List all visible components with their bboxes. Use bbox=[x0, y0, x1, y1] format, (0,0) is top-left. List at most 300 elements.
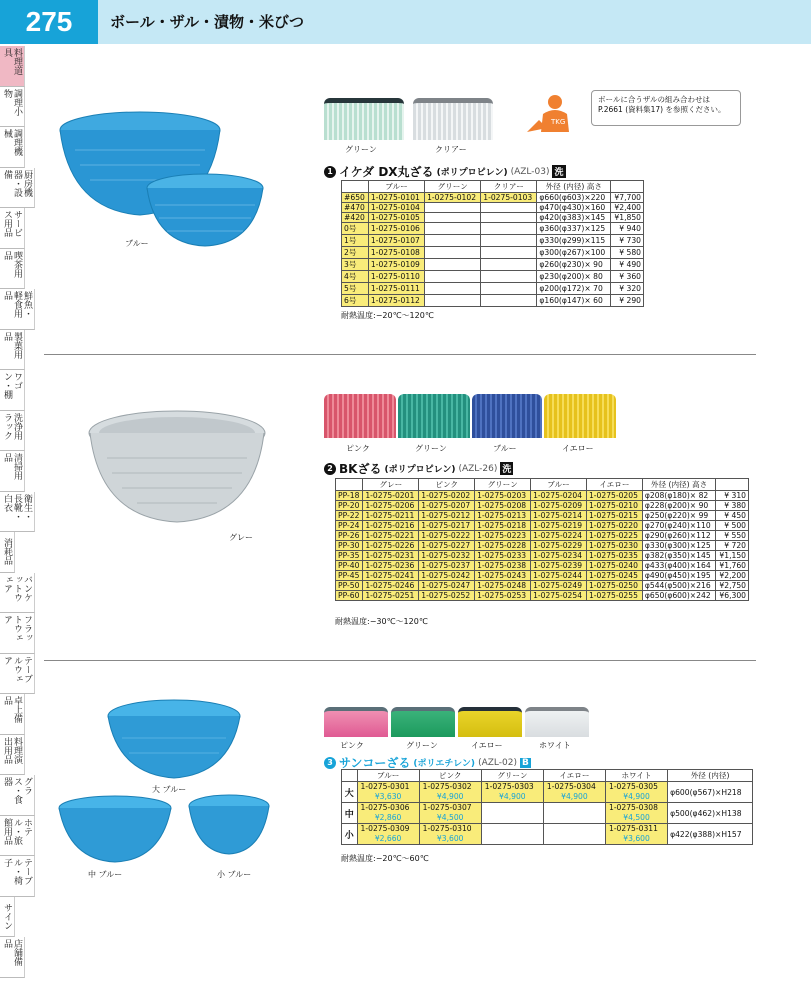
spec-cell: φ660(φ603)×220 bbox=[537, 193, 611, 203]
code-cell bbox=[357, 824, 419, 845]
size-cell: 5号 bbox=[342, 283, 369, 295]
code-cell bbox=[481, 283, 537, 295]
code-cell: 1-0275-0106 bbox=[368, 223, 424, 235]
price-table bbox=[341, 180, 644, 307]
size-cell: 中 bbox=[342, 803, 358, 824]
spec-cell: φ433(φ400)×164 bbox=[642, 561, 715, 571]
code-cell: 1-0275-0201 bbox=[363, 491, 419, 501]
table-row bbox=[336, 501, 749, 511]
code-cell: 1-0275-0222 bbox=[419, 531, 475, 541]
code-cell: 1-0275-0221 bbox=[363, 531, 419, 541]
photo-caption: 小 ブルー bbox=[217, 870, 252, 879]
spec-cell: φ208(φ180)× 82 bbox=[642, 491, 715, 501]
swatch-label: ブルー bbox=[493, 444, 517, 453]
heat-note: 耐熱温度:−20℃〜120℃ bbox=[341, 311, 434, 320]
code-cell bbox=[605, 782, 667, 803]
size-cell: PP-30 bbox=[336, 541, 363, 551]
code-cell: 1-0275-0217 bbox=[419, 521, 475, 531]
section-number: 3 bbox=[324, 757, 336, 769]
code-cell: 1-0275-0233 bbox=[475, 551, 531, 561]
swatch-clear bbox=[413, 98, 493, 140]
price-cell: ¥ 550 bbox=[716, 531, 749, 541]
code-cell bbox=[425, 223, 481, 235]
column-header: ピンク bbox=[419, 479, 475, 491]
item-price: ¥2,860 bbox=[374, 813, 402, 822]
swatch-yellow bbox=[458, 707, 522, 737]
swatch-green bbox=[391, 707, 455, 737]
code-cell: 1-0275-0109 bbox=[368, 259, 424, 271]
item-code: 1-0275-0303 bbox=[484, 782, 534, 791]
code-cell: 1-0275-0218 bbox=[475, 521, 531, 531]
product-code: (AZL-26) bbox=[458, 463, 498, 474]
material: (ポリプロピレン) bbox=[384, 465, 456, 475]
spec-cell: φ600(φ567)×H218 bbox=[668, 782, 753, 803]
swatch-label: クリアー bbox=[435, 145, 467, 154]
code-cell: 1-0275-0110 bbox=[368, 271, 424, 283]
spec-cell: φ422(φ388)×H157 bbox=[668, 824, 753, 845]
column-header: グリーン bbox=[475, 479, 531, 491]
code-cell bbox=[357, 803, 419, 824]
code-cell: 1-0275-0104 bbox=[368, 203, 424, 213]
column-header: グリーン bbox=[481, 770, 543, 782]
product-code: (AZL-03) bbox=[510, 166, 550, 177]
code-cell: 1-0275-0232 bbox=[419, 551, 475, 561]
code-cell: 1-0275-0250 bbox=[586, 581, 642, 591]
code-cell: 1-0275-0253 bbox=[475, 591, 531, 601]
sidebar-tab[interactable]: グラス・食器 bbox=[0, 775, 35, 816]
spec-cell: φ230(φ200)× 80 bbox=[537, 271, 611, 283]
price-cell: ¥1,760 bbox=[716, 561, 749, 571]
size-cell: PP-50 bbox=[336, 581, 363, 591]
page-number: 275 bbox=[0, 0, 98, 44]
table-row bbox=[342, 203, 644, 213]
item-price: ¥3,630 bbox=[374, 792, 402, 801]
code-cell: 1-0275-0214 bbox=[531, 511, 587, 521]
photo-caption: 中 ブルー bbox=[88, 870, 123, 879]
sidebar-tab[interactable]: 料理演出用品 bbox=[0, 735, 25, 776]
section-title bbox=[324, 163, 566, 180]
code-cell: 1-0275-0239 bbox=[531, 561, 587, 571]
code-cell: 1-0275-0230 bbox=[586, 541, 642, 551]
info-bubble: ボールに合うザルの組み合わせは P.2661 (資料集17) を参照ください。 bbox=[591, 90, 741, 126]
category-sidebar bbox=[0, 46, 36, 978]
size-cell: PP-35 bbox=[336, 551, 363, 561]
table-row bbox=[342, 259, 644, 271]
table-row bbox=[336, 581, 749, 591]
code-cell: 1-0275-0210 bbox=[586, 501, 642, 511]
spec-cell: φ650(φ600)×242 bbox=[642, 591, 715, 601]
table-row bbox=[342, 235, 644, 247]
code-cell bbox=[481, 213, 537, 223]
product-code: (AZL-02) bbox=[478, 757, 517, 768]
code-cell: 1-0275-0234 bbox=[531, 551, 587, 561]
size-cell: 4号 bbox=[342, 271, 369, 283]
size-cell: 0号 bbox=[342, 223, 369, 235]
photo-caption: 大 ブルー bbox=[152, 785, 187, 794]
price-cell: ¥ 360 bbox=[611, 271, 644, 283]
column-header: ブルー bbox=[357, 770, 419, 782]
code-cell: 1-0275-0254 bbox=[531, 591, 587, 601]
table-row bbox=[342, 223, 644, 235]
code-cell: 1-0275-0205 bbox=[586, 491, 642, 501]
code-cell bbox=[425, 271, 481, 283]
item-code: 1-0275-0306 bbox=[360, 803, 410, 812]
code-cell: 1-0275-0203 bbox=[475, 491, 531, 501]
code-cell: 1-0275-0224 bbox=[531, 531, 587, 541]
table-row bbox=[336, 531, 749, 541]
column-header: ブルー bbox=[368, 181, 424, 193]
spec-cell: φ420(φ383)×145 bbox=[537, 213, 611, 223]
size-cell: 1号 bbox=[342, 235, 369, 247]
price-table bbox=[335, 478, 749, 601]
code-cell bbox=[425, 213, 481, 223]
spec-cell: φ260(φ230)× 90 bbox=[537, 259, 611, 271]
spec-cell: φ200(φ172)× 70 bbox=[537, 283, 611, 295]
product-name: サンコーざる bbox=[339, 756, 411, 770]
size-cell: 小 bbox=[342, 824, 358, 845]
sidebar-tab[interactable]: 料理道具 bbox=[0, 46, 25, 87]
sanko-colander-large-photo bbox=[104, 698, 244, 780]
sidebar-tab[interactable]: 調理小物 bbox=[0, 87, 25, 128]
sidebar-tab[interactable]: テーブルウェア bbox=[0, 654, 35, 695]
swatch-yellow bbox=[544, 394, 616, 438]
code-cell bbox=[419, 782, 481, 803]
code-cell: 1-0275-0103 bbox=[481, 193, 537, 203]
code-cell: 1-0275-0107 bbox=[368, 235, 424, 247]
code-cell: 1-0275-0240 bbox=[586, 561, 642, 571]
code-cell: 1-0275-0220 bbox=[586, 521, 642, 531]
sidebar-tab[interactable]: 清掃用品 bbox=[0, 451, 25, 492]
size-cell: PP-24 bbox=[336, 521, 363, 531]
sidebar-tab[interactable]: バンケットウェア bbox=[0, 573, 35, 614]
code-cell: 1-0275-0229 bbox=[531, 541, 587, 551]
price-table bbox=[341, 769, 753, 845]
code-cell: 1-0275-0251 bbox=[363, 591, 419, 601]
price-cell: ¥ 940 bbox=[611, 223, 644, 235]
section-number: 1 bbox=[324, 166, 336, 178]
heat-note: 耐熱温度:−30℃〜120℃ bbox=[335, 617, 428, 626]
code-cell: 1-0275-0223 bbox=[475, 531, 531, 541]
code-cell: 1-0275-0105 bbox=[368, 213, 424, 223]
column-header bbox=[342, 181, 369, 193]
sidebar-tab[interactable]: 鮮魚・軽食用品 bbox=[0, 289, 35, 330]
price-cell: ¥1,850 bbox=[611, 213, 644, 223]
table-row bbox=[336, 591, 749, 601]
price-cell: ¥ 310 bbox=[716, 491, 749, 501]
sidebar-tab[interactable]: ホテル・旅館用品 bbox=[0, 816, 35, 857]
item-code: 1-0275-0307 bbox=[422, 803, 472, 812]
size-cell: #420 bbox=[342, 213, 369, 223]
code-cell bbox=[419, 824, 481, 845]
code-cell bbox=[425, 283, 481, 295]
table-row bbox=[342, 193, 644, 203]
table-row bbox=[336, 571, 749, 581]
table-row bbox=[342, 247, 644, 259]
spec-cell: φ360(φ337)×125 bbox=[537, 223, 611, 235]
swatch-label: ピンク bbox=[346, 444, 370, 453]
item-code: 1-0275-0310 bbox=[422, 824, 472, 833]
item-price bbox=[482, 813, 543, 823]
spec-cell: φ382(φ350)×145 bbox=[642, 551, 715, 561]
page-header bbox=[0, 0, 811, 44]
table-row bbox=[336, 521, 749, 531]
price-cell: ¥1,150 bbox=[716, 551, 749, 561]
price-cell: ¥2,400 bbox=[611, 203, 644, 213]
sidebar-tab[interactable]: フラットウェア bbox=[0, 613, 35, 654]
column-header: イエロー bbox=[543, 770, 605, 782]
column-header bbox=[342, 770, 358, 782]
code-cell: 1-0275-0247 bbox=[419, 581, 475, 591]
size-cell: PP-18 bbox=[336, 491, 363, 501]
spec-cell: φ160(φ147)× 60 bbox=[537, 295, 611, 307]
table-row bbox=[342, 824, 753, 845]
price-cell: ¥ 720 bbox=[716, 541, 749, 551]
size-cell: PP-45 bbox=[336, 571, 363, 581]
page-title: ボール・ザル・漬物・米びつ bbox=[110, 13, 304, 31]
price-cell: ¥ 580 bbox=[611, 247, 644, 259]
column-header: ホワイト bbox=[605, 770, 667, 782]
sidebar-tab[interactable]: ワゴン・棚 bbox=[0, 370, 25, 411]
size-cell: PP-26 bbox=[336, 531, 363, 541]
table-row bbox=[336, 511, 749, 521]
swatch-blue bbox=[472, 394, 542, 438]
sidebar-tab[interactable]: 製菓用品 bbox=[0, 330, 25, 371]
code-cell bbox=[481, 203, 537, 213]
size-cell: #470 bbox=[342, 203, 369, 213]
size-cell: 大 bbox=[342, 782, 358, 803]
sidebar-tab[interactable]: 厨房機器・設備 bbox=[0, 168, 35, 209]
code-cell bbox=[425, 259, 481, 271]
item-price bbox=[544, 834, 605, 844]
code-cell bbox=[605, 803, 667, 824]
washable-badge: 洗 bbox=[500, 462, 513, 475]
price-cell: ¥2,750 bbox=[716, 581, 749, 591]
svg-text:TKG: TKG bbox=[551, 118, 566, 126]
code-cell bbox=[481, 782, 543, 803]
code-cell: 1-0275-0111 bbox=[368, 283, 424, 295]
swatch-pink bbox=[324, 394, 396, 438]
code-cell: 1-0275-0215 bbox=[586, 511, 642, 521]
code-cell bbox=[481, 247, 537, 259]
sidebar-tab[interactable]: 卓上備品 bbox=[0, 694, 25, 735]
sidebar-tab[interactable]: 洗浄用ラック bbox=[0, 411, 25, 452]
dx-colander-photo bbox=[55, 110, 265, 250]
item-price: ¥4,900 bbox=[499, 792, 526, 801]
item-price bbox=[544, 813, 605, 823]
item-price: ¥4,900 bbox=[623, 792, 650, 801]
spec-cell: φ330(φ300)×125 bbox=[642, 541, 715, 551]
item-code: 1-0275-0311 bbox=[608, 824, 658, 833]
swatch-label: グリーン bbox=[345, 145, 377, 154]
size-cell: #650 bbox=[342, 193, 369, 203]
spec-cell: φ470(φ430)×160 bbox=[537, 203, 611, 213]
code-cell bbox=[605, 824, 667, 845]
column-header: 外径 (内径) 高さ bbox=[537, 181, 611, 193]
table-row bbox=[342, 283, 644, 295]
swatch-label: ピンク bbox=[340, 741, 364, 750]
dishwasher-badge: B bbox=[521, 757, 529, 768]
spec-cell: φ330(φ299)×115 bbox=[537, 235, 611, 247]
table-row bbox=[336, 491, 749, 501]
price-cell: ¥ 380 bbox=[716, 501, 749, 511]
product-name: BKざる bbox=[339, 462, 382, 476]
bk-colander-photo bbox=[82, 408, 272, 528]
code-cell: 1-0275-0202 bbox=[419, 491, 475, 501]
code-cell: 1-0275-0249 bbox=[531, 581, 587, 591]
column-header: クリアー bbox=[481, 181, 537, 193]
table-row bbox=[336, 541, 749, 551]
swatch-green bbox=[324, 98, 404, 140]
code-cell bbox=[481, 259, 537, 271]
swatch-label: ホワイト bbox=[539, 741, 571, 750]
item-code: 1-0275-0309 bbox=[360, 824, 410, 833]
code-cell: 1-0275-0238 bbox=[475, 561, 531, 571]
code-cell: 1-0275-0245 bbox=[586, 571, 642, 581]
section-divider bbox=[44, 660, 756, 661]
section-title bbox=[324, 460, 513, 477]
size-cell: PP-20 bbox=[336, 501, 363, 511]
code-cell bbox=[481, 223, 537, 235]
code-cell: 1-0275-0244 bbox=[531, 571, 587, 581]
code-cell bbox=[481, 295, 537, 307]
column-header bbox=[716, 479, 749, 491]
table-row bbox=[336, 551, 749, 561]
code-cell: 1-0275-0211 bbox=[363, 511, 419, 521]
code-cell bbox=[481, 824, 543, 845]
spec-cell: φ270(φ240)×110 bbox=[642, 521, 715, 531]
code-cell: 1-0275-0227 bbox=[419, 541, 475, 551]
size-cell: 2号 bbox=[342, 247, 369, 259]
washable-badge: 洗 bbox=[552, 165, 565, 178]
code-cell bbox=[419, 803, 481, 824]
code-cell: 1-0275-0241 bbox=[363, 571, 419, 581]
sidebar-tab[interactable]: 衛生・長靴・白衣 bbox=[0, 492, 35, 533]
item-price: ¥4,900 bbox=[436, 792, 464, 801]
sidebar-tab[interactable]: サイン bbox=[0, 897, 15, 938]
size-cell: PP-40 bbox=[336, 561, 363, 571]
code-cell: 1-0275-0206 bbox=[363, 501, 419, 511]
staff-icon bbox=[525, 92, 585, 138]
spec-cell: φ490(φ450)×195 bbox=[642, 571, 715, 581]
code-cell bbox=[543, 803, 605, 824]
price-cell: ¥2,200 bbox=[716, 571, 749, 581]
code-cell bbox=[543, 782, 605, 803]
code-cell: 1-0275-0231 bbox=[363, 551, 419, 561]
code-cell: 1-0275-0204 bbox=[531, 491, 587, 501]
code-cell bbox=[543, 824, 605, 845]
size-cell: PP-60 bbox=[336, 591, 363, 601]
code-cell: 1-0275-0102 bbox=[425, 193, 481, 203]
swatch-label: イエロー bbox=[471, 741, 503, 750]
spec-cell: φ228(φ200)× 90 bbox=[642, 501, 715, 511]
spec-cell: φ250(φ220)× 99 bbox=[642, 511, 715, 521]
code-cell: 1-0275-0212 bbox=[419, 511, 475, 521]
sidebar-tab[interactable]: 消耗品 bbox=[0, 532, 15, 573]
price-cell: ¥ 320 bbox=[611, 283, 644, 295]
sidebar-tab[interactable]: 喫茶用品 bbox=[0, 249, 25, 290]
code-cell: 1-0275-0255 bbox=[586, 591, 642, 601]
item-price: ¥3,600 bbox=[623, 834, 650, 843]
item-code bbox=[482, 803, 543, 813]
item-code bbox=[544, 803, 605, 813]
heat-note: 耐熱温度:−20℃〜60℃ bbox=[341, 854, 429, 863]
sidebar-tab[interactable]: 調理機械 bbox=[0, 127, 25, 168]
price-cell: ¥ 450 bbox=[716, 511, 749, 521]
swatch-pink bbox=[324, 707, 388, 737]
item-code: 1-0275-0304 bbox=[546, 782, 596, 791]
code-cell: 1-0275-0219 bbox=[531, 521, 587, 531]
table-row bbox=[336, 561, 749, 571]
item-code: 1-0275-0305 bbox=[608, 782, 658, 791]
code-cell bbox=[425, 235, 481, 247]
size-cell: 3号 bbox=[342, 259, 369, 271]
swatch-label: イエロー bbox=[562, 444, 594, 453]
swatch-green bbox=[398, 394, 470, 438]
item-price: ¥4,900 bbox=[561, 792, 588, 801]
code-cell: 1-0275-0243 bbox=[475, 571, 531, 581]
table-row bbox=[342, 295, 644, 307]
sanko-colander-medium-photo bbox=[55, 794, 177, 866]
code-cell: 1-0275-0108 bbox=[368, 247, 424, 259]
code-cell: 1-0275-0246 bbox=[363, 581, 419, 591]
code-cell: 1-0275-0216 bbox=[363, 521, 419, 531]
spec-cell: φ500(φ462)×H138 bbox=[668, 803, 753, 824]
code-cell bbox=[425, 203, 481, 213]
table-row bbox=[342, 782, 753, 803]
code-cell: 1-0275-0235 bbox=[586, 551, 642, 561]
item-code: 1-0275-0308 bbox=[608, 803, 658, 812]
price-cell: ¥ 490 bbox=[611, 259, 644, 271]
code-cell: 1-0275-0225 bbox=[586, 531, 642, 541]
item-price: ¥2,660 bbox=[374, 834, 402, 843]
code-cell: 1-0275-0207 bbox=[419, 501, 475, 511]
code-cell: 1-0275-0252 bbox=[419, 591, 475, 601]
code-cell: 1-0275-0208 bbox=[475, 501, 531, 511]
sidebar-tab[interactable]: 店舗備品 bbox=[0, 937, 25, 978]
code-cell: 1-0275-0228 bbox=[475, 541, 531, 551]
spec-cell: φ544(φ500)×216 bbox=[642, 581, 715, 591]
item-code bbox=[544, 824, 605, 834]
size-cell: 6号 bbox=[342, 295, 369, 307]
column-header: 外径 (内径) bbox=[668, 770, 753, 782]
sidebar-tab[interactable]: サービス用品 bbox=[0, 208, 25, 249]
item-price: ¥3,600 bbox=[436, 834, 464, 843]
code-cell bbox=[481, 803, 543, 824]
item-price bbox=[482, 834, 543, 844]
spec-cell: φ300(φ267)×100 bbox=[537, 247, 611, 259]
section-number: 2 bbox=[324, 463, 336, 475]
code-cell: 1-0275-0209 bbox=[531, 501, 587, 511]
price-cell: ¥ 500 bbox=[716, 521, 749, 531]
price-cell: ¥7,700 bbox=[611, 193, 644, 203]
price-cell: ¥ 730 bbox=[611, 235, 644, 247]
swatch-label: グリーン bbox=[406, 741, 438, 750]
code-cell bbox=[481, 271, 537, 283]
swatch-white bbox=[525, 707, 589, 737]
code-cell bbox=[425, 295, 481, 307]
item-price: ¥4,500 bbox=[623, 813, 650, 822]
code-cell: 1-0275-0242 bbox=[419, 571, 475, 581]
code-cell: 1-0275-0226 bbox=[363, 541, 419, 551]
price-cell: ¥6,300 bbox=[716, 591, 749, 601]
code-cell: 1-0275-0213 bbox=[475, 511, 531, 521]
code-cell: 1-0275-0248 bbox=[475, 581, 531, 591]
column-header: ピンク bbox=[419, 770, 481, 782]
photo-caption: ブルー bbox=[125, 239, 149, 248]
sidebar-tab[interactable]: テーブル・椅子 bbox=[0, 856, 35, 897]
code-cell: 1-0275-0112 bbox=[368, 295, 424, 307]
code-cell bbox=[425, 247, 481, 259]
